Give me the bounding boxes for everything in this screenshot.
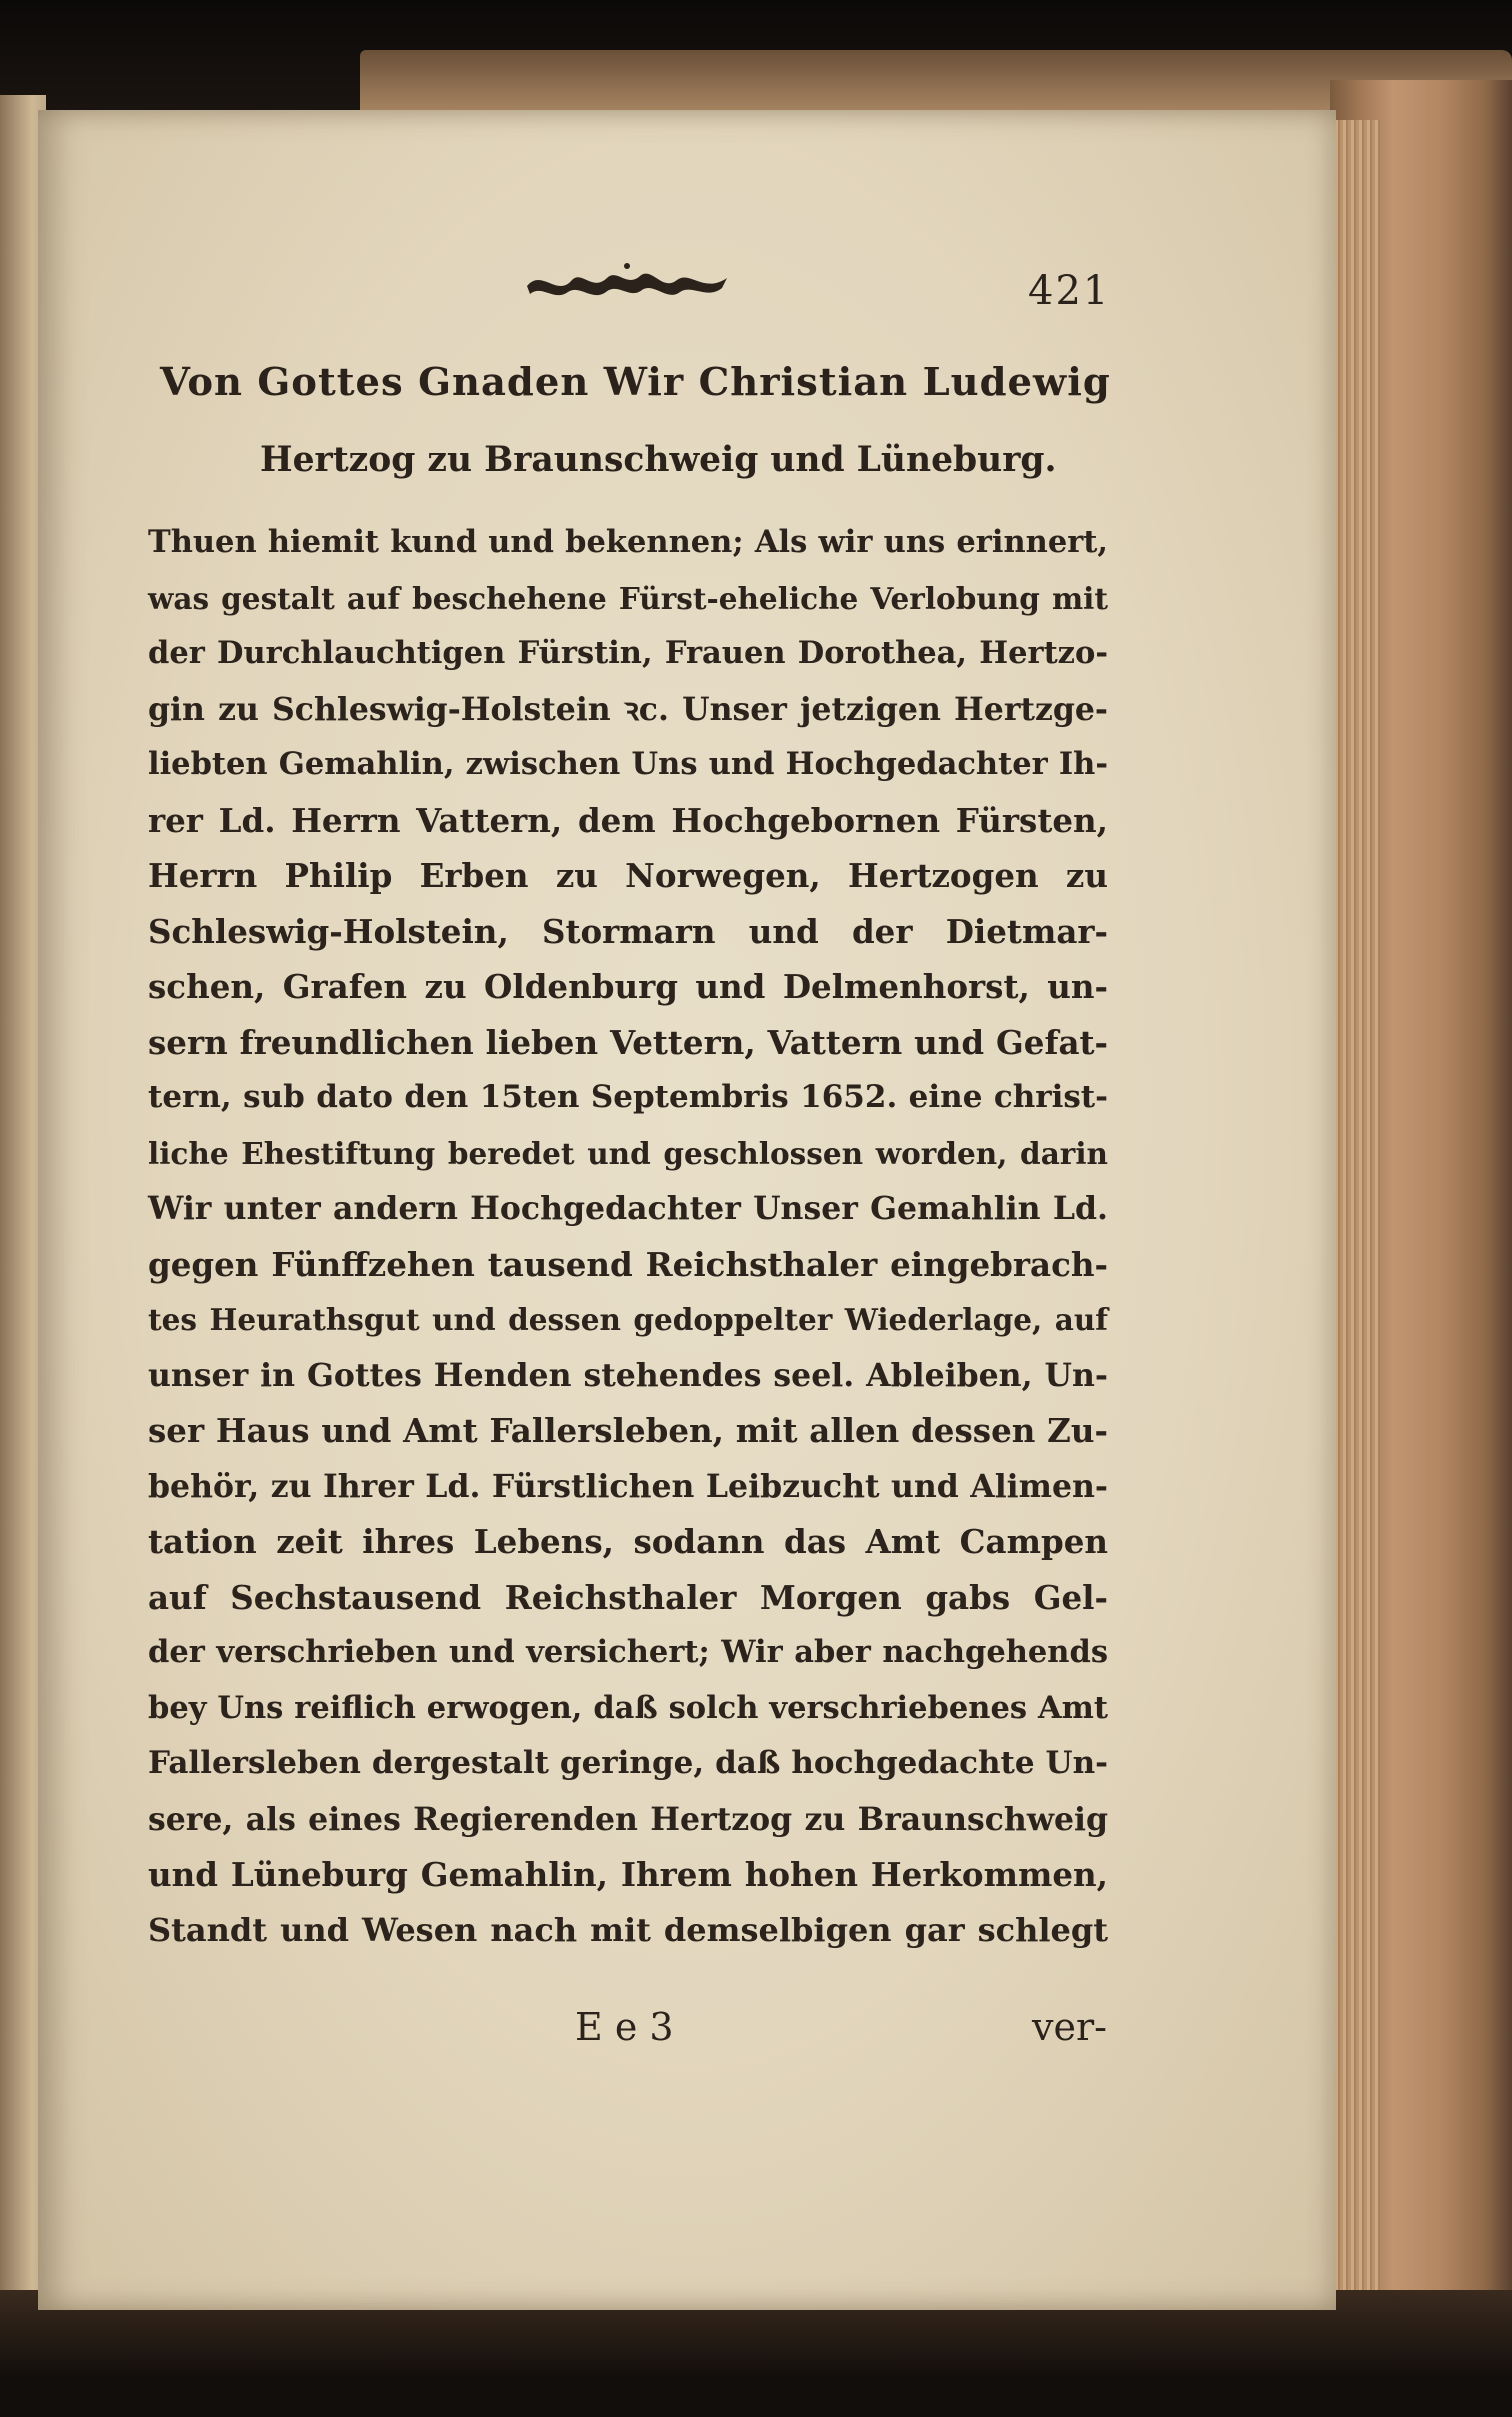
text-line: schen, Grafen zu Oldenburg und Delmenhorst, un- — [148, 967, 1108, 1006]
text-line: liebten Gemahlin, zwischen Uns und Hochgedachter Ih- — [148, 746, 1108, 782]
page-title: Von Gottes Gnaden Wir Christian Ludewig — [160, 360, 1111, 405]
text-line: rer Ld. Herrn Vattern, dem Hochgebornen Fürsten, — [148, 800, 1108, 840]
text-line: Wir unter andern Hochgedachter Unser Gemahlin Ld. — [148, 1190, 1108, 1227]
text-line: Herrn Philip Erben zu Norwegen, Hertzogen zu — [148, 856, 1108, 895]
text-line: sern freundlichen lieben Vettern, Vattern und Gefat- — [148, 1022, 1108, 1062]
ornament-icon — [522, 258, 732, 308]
text-line: ser Haus und Amt Fallersleben, mit allen dessen Zu- — [148, 1411, 1108, 1450]
text-line: unser in Gottes Henden stehendes seel. Ableiben, Un- — [148, 1356, 1108, 1394]
page-subtitle: Hertzog zu Braunschweig und Lüneburg. — [260, 440, 1057, 480]
text-line: liche Ehestiftung beredet und geschlossen worden, darin — [148, 1135, 1108, 1171]
text-line: tern, sub dato den 15ten Septembris 1652. eine christ- — [148, 1079, 1108, 1115]
signature-mark: E e 3 — [575, 2005, 674, 2049]
text-line: Thuen hiemit kund und bekennen; Als wir uns erinnert, — [148, 524, 1108, 560]
text-line: sere, als eines Regierenden Hertzog zu Braunschweig — [148, 1800, 1108, 1838]
text-line: und Lüneburg Gemahlin, Ihrem hohen Herkommen, — [148, 1855, 1108, 1894]
text-line: der Durchlauchtigen Fürstin, Frauen Dorothea, Hertzo- — [148, 635, 1108, 671]
text-line: Schleswig-Holstein, Stormarn und der Dietmar- — [148, 911, 1108, 951]
text-line: gin zu Schleswig-Holstein ꝛc. Unser jetzigen Hertzge- — [148, 690, 1108, 728]
text-line: was gestalt auf beschehene Fürst-eheliche Verlobung mit — [148, 580, 1108, 616]
text-line: bey Uns reiflich erwogen, daß solch verschriebenes Amt — [148, 1689, 1108, 1726]
page-number: 421 — [1028, 268, 1111, 314]
text-line: auf Sechstausend Reichsthaler Morgen gabs Gel- — [148, 1577, 1108, 1617]
text-line: gegen Fünffzehen tausend Reichsthaler eingebrach- — [148, 1244, 1108, 1284]
text-line: behör, zu Ihrer Ld. Fürstlichen Leibzucht und Alimen- — [148, 1467, 1108, 1505]
text-line: der verschrieben und versichert; Wir aber nachgehends — [148, 1634, 1108, 1670]
text-line: Standt und Wesen nach mit demselbigen gar schlegt — [148, 1910, 1108, 1949]
body-text — [148, 515, 1108, 1958]
catchword: ver- — [1032, 2005, 1107, 2049]
text-line: Fallersleben dergestalt geringe, daß hochgedachte Un- — [148, 1745, 1108, 1781]
text-line: tation zeit ihres Lebens, sodann das Amt Campen — [148, 1522, 1108, 1561]
text-line: tes Heurathsgut und dessen gedoppelter Wiederlage, auf — [148, 1302, 1108, 1337]
